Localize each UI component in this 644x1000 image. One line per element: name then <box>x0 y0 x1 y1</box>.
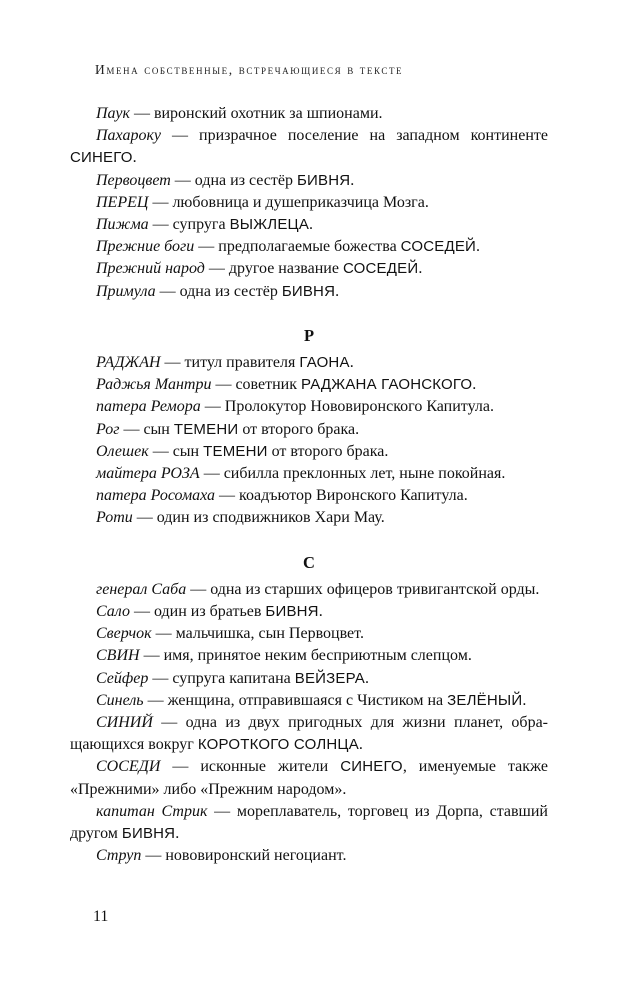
entry-term: Примула <box>96 282 156 300</box>
entry-term: капитан Стрик <box>96 802 208 820</box>
entry-definition: — исконные жители <box>160 758 341 776</box>
glossary-entry <box>70 419 548 441</box>
glossary-entry <box>70 103 548 125</box>
cross-reference: ВЕЙЗЕРА <box>294 669 366 687</box>
entry-term: Сало <box>96 603 130 621</box>
entry-definition: . <box>349 354 354 372</box>
glossary-entry <box>70 125 548 169</box>
entry-definition: — сибилла преклонных лет, ныне покойная. <box>199 465 506 483</box>
entry-definition: — сын <box>148 442 204 460</box>
entry-definition: . <box>309 216 314 234</box>
entry-definition: . <box>350 171 355 189</box>
glossary-entry <box>70 668 548 690</box>
entry-definition: — советник <box>211 376 302 394</box>
section-letter: С <box>303 552 315 572</box>
cross-reference: СОСЕДЕЙ <box>342 260 419 278</box>
entry-term: Роти <box>96 509 133 527</box>
cross-reference: ЗЕЛЁНЫЙ <box>447 691 523 709</box>
glossary-entry <box>70 281 548 303</box>
entry-term: РАДЖАН <box>96 354 161 372</box>
cross-reference: КОРОТКОГО СОЛНЦА <box>197 736 359 754</box>
entry-definition: — виронский охотник за шпионами. <box>129 105 383 122</box>
glossary-entry <box>70 396 548 418</box>
entry-term: СВИН <box>96 647 140 665</box>
entry-term: Прежний народ <box>96 260 205 278</box>
entry-term: Струп <box>96 847 142 865</box>
cross-reference: БИВНЯ <box>297 171 351 189</box>
entry-definition: . <box>522 691 527 709</box>
entry-term: Синель <box>96 691 144 709</box>
entry-term: Пахароку <box>96 127 162 145</box>
entry-term: СОСЕДИ <box>96 758 161 776</box>
cross-reference: СИНЕГО <box>340 758 403 776</box>
entry-definition: — любовница и душеприказчица Мозга. <box>148 193 429 211</box>
entry-definition: . <box>175 825 180 843</box>
entry-definition: — супруга <box>148 216 230 234</box>
glossary-entry <box>70 352 548 374</box>
glossary-entry <box>70 214 548 236</box>
entry-definition: от второго брака. <box>238 420 360 438</box>
entry-definition: . <box>132 149 137 167</box>
entry-term: майтера РОЗА <box>96 465 200 483</box>
entry-definition: . <box>476 238 481 256</box>
entry-definition: — один из братьев <box>129 603 266 621</box>
entry-definition: — титул правителя <box>160 354 300 372</box>
entry-term: Прежние боги <box>96 238 195 256</box>
glossary-entry <box>70 258 548 280</box>
entry-definition: — предполагаемые божества <box>194 238 401 256</box>
entry-term: СИНИЙ <box>96 714 153 732</box>
glossary-entry <box>70 170 548 192</box>
glossary-entry <box>70 485 548 507</box>
entry-definition: , именуемые также «Прежними» либо «Прежним народом». <box>70 758 549 798</box>
entry-definition: — одна из двух пригодных для жизни планет, обращающихся вокруг <box>70 714 548 754</box>
entry-term: Паук <box>96 105 130 122</box>
entry-definition: — мореплаватель, торговец из Дорпа, ставший другом <box>70 802 548 843</box>
entry-definition: . <box>318 603 323 621</box>
glossary-entry <box>70 845 548 867</box>
page-number: 11 <box>93 908 109 925</box>
glossary-entry <box>70 712 548 756</box>
entry-term: Пижма <box>96 216 149 234</box>
entry-definition: . <box>335 282 340 300</box>
glossary-entry <box>70 756 548 800</box>
cross-reference: ВЫЖЛЕЦА <box>229 216 310 234</box>
glossary-entry <box>70 645 548 667</box>
entry-definition: — Пролокутор Нововиронского Капитула. <box>200 398 494 416</box>
entry-term: Рог <box>96 420 120 438</box>
cross-reference: БИВНЯ <box>121 825 176 843</box>
entry-definition: — мальчишка, сын Первоцвет. <box>151 625 364 643</box>
entry-definition: — коадъютор Виронского Капитула. <box>215 487 468 505</box>
glossary-entry <box>70 579 548 601</box>
glossary-entry <box>70 192 548 214</box>
glossary-entry <box>70 463 548 485</box>
entry-definition: — одна из сестёр <box>155 282 282 300</box>
running-header: Имена собственные, встречающиеся в тексте <box>95 62 404 77</box>
entry-term: патера Ремора <box>96 398 201 416</box>
entry-definition: — одна из старших офицеров тривигантской орды. <box>186 580 540 598</box>
entry-term: Первоцвет <box>96 171 171 189</box>
entry-definition: — один из сподвижников Хари Мау. <box>132 509 385 527</box>
glossary-entry <box>70 374 548 396</box>
cross-reference: ГАОНА <box>299 354 350 372</box>
entry-term: генерал Саба <box>96 580 187 598</box>
entry-definition: — нововиронский негоциант. <box>141 847 347 865</box>
glossary-entry <box>70 623 548 645</box>
entry-definition: — другое название <box>204 260 343 278</box>
entry-term: Раджья Мантри <box>96 376 212 394</box>
glossary-entry <box>70 236 548 258</box>
glossary-entry <box>70 601 548 623</box>
cross-reference: ТЕМЕНИ <box>203 442 268 460</box>
entry-term: Олешек <box>96 442 149 460</box>
entry-term: патера Росомаха <box>96 487 216 505</box>
entry-definition: — одна из сестёр <box>170 171 297 189</box>
glossary-text <box>70 103 548 868</box>
entry-definition: . <box>418 260 423 278</box>
cross-reference: БИВНЯ <box>265 603 319 621</box>
entry-definition: — супруга капитана <box>148 669 295 687</box>
cross-reference: ТЕМЕНИ <box>173 420 239 438</box>
cross-reference: СОСЕДЕЙ <box>400 238 477 256</box>
entry-definition: — призрачное поселение на западном континенте <box>161 127 548 145</box>
entry-definition: от второго брака. <box>267 442 389 460</box>
entry-term: Сейфер <box>96 669 149 687</box>
glossary-entry <box>70 507 548 529</box>
cross-reference: БИВНЯ <box>281 282 336 300</box>
entry-definition: . <box>365 669 370 687</box>
glossary-entry <box>70 441 548 463</box>
glossary-entry <box>70 690 548 712</box>
cross-reference: СИНЕГО <box>70 149 133 167</box>
entry-definition: — сын <box>119 420 174 438</box>
entry-definition: . <box>358 736 363 754</box>
entry-definition: — имя, принятое неким бесприютным слепцом. <box>139 647 472 665</box>
entry-term: ПЕРЕЦ <box>96 193 149 211</box>
cross-reference: РАДЖАНА ГАОНСКОГО <box>301 376 473 394</box>
entry-term: Сверчок <box>96 625 152 643</box>
entry-definition: . <box>472 376 477 394</box>
entry-definition: — женщина, отправившаяся с Чистиком на <box>143 691 448 709</box>
section-letter: Р <box>303 325 315 345</box>
glossary-entry <box>70 801 548 845</box>
